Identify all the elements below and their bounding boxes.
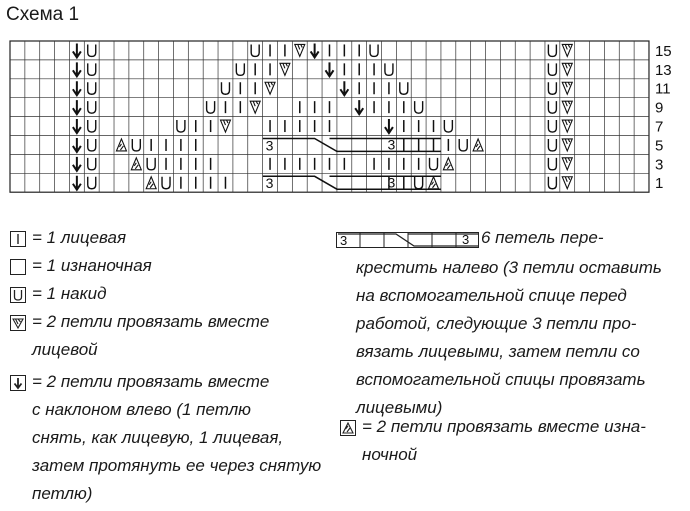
legend-cable-line1: 6 петель пере- <box>481 228 604 247</box>
cable-label-left: 3 <box>265 175 274 192</box>
cable-symbol-icon <box>336 229 482 249</box>
cable-label-left: 3 <box>265 137 274 154</box>
legend-p2tog-line2: ночной <box>362 445 418 464</box>
legend-cable-line6: вспомогательной спицы провязать <box>356 370 646 389</box>
legend-cable-line5: вязать лицевыми, затем петли со <box>356 342 640 361</box>
purl-symbol-icon <box>10 259 26 275</box>
row-number: 1 <box>654 175 664 193</box>
cable-icon-label-right: 3 <box>462 232 470 247</box>
legend-ssk-line2: с наклоном влево (1 петлю <box>32 400 251 419</box>
k2tog-symbol-icon <box>10 315 26 331</box>
row-number: 13 <box>654 61 672 79</box>
row-number: 11 <box>654 80 671 98</box>
legend-k2tog-line2: лицевой <box>32 340 98 359</box>
row-number: 15 <box>654 42 672 60</box>
legend-cable-line7: лицевыми) <box>356 398 443 417</box>
knitting-chart <box>0 0 690 230</box>
legend-knit: = 1 лицевая <box>32 228 127 247</box>
legend-cable-line4: работой, следующие 3 петли про- <box>356 314 637 333</box>
legend-cable-line3: на вспомогательной спице перед <box>356 286 627 305</box>
cable-label-right: 3 <box>387 174 396 191</box>
legend-ssk-line5: петлю) <box>32 484 93 503</box>
legend-ssk-line4: затем протянуть ее через снятую <box>32 456 322 475</box>
p2tog-symbol-icon <box>340 420 356 436</box>
legend-k2tog-line1: = 2 петли провязать вместе <box>32 312 270 331</box>
legend-yarn-over: = 1 накид <box>32 284 107 303</box>
legend-ssk-line3: снять, как лицевую, 1 лицевая, <box>32 428 284 447</box>
row-number: 5 <box>654 137 664 155</box>
row-number: 3 <box>654 156 664 174</box>
chart-title: Схема 1 <box>6 4 80 25</box>
legend-purl: = 1 изнаночная <box>32 256 152 275</box>
legend-p2tog-line1: = 2 петли провязать вместе изна- <box>362 417 646 436</box>
legend-cable-line2: крестить налево (3 петли оставить <box>356 258 662 277</box>
row-number: 9 <box>654 99 664 117</box>
cable-label-right: 3 <box>387 136 396 153</box>
knit-symbol-icon <box>10 231 26 247</box>
legend-ssk-line1: = 2 петли провязать вместе <box>32 372 270 391</box>
ssk-arrow-symbol-icon <box>10 375 26 391</box>
yarn-over-symbol-icon <box>10 287 26 303</box>
cable-icon-label: 3 <box>340 233 348 248</box>
row-number: 7 <box>654 118 664 136</box>
